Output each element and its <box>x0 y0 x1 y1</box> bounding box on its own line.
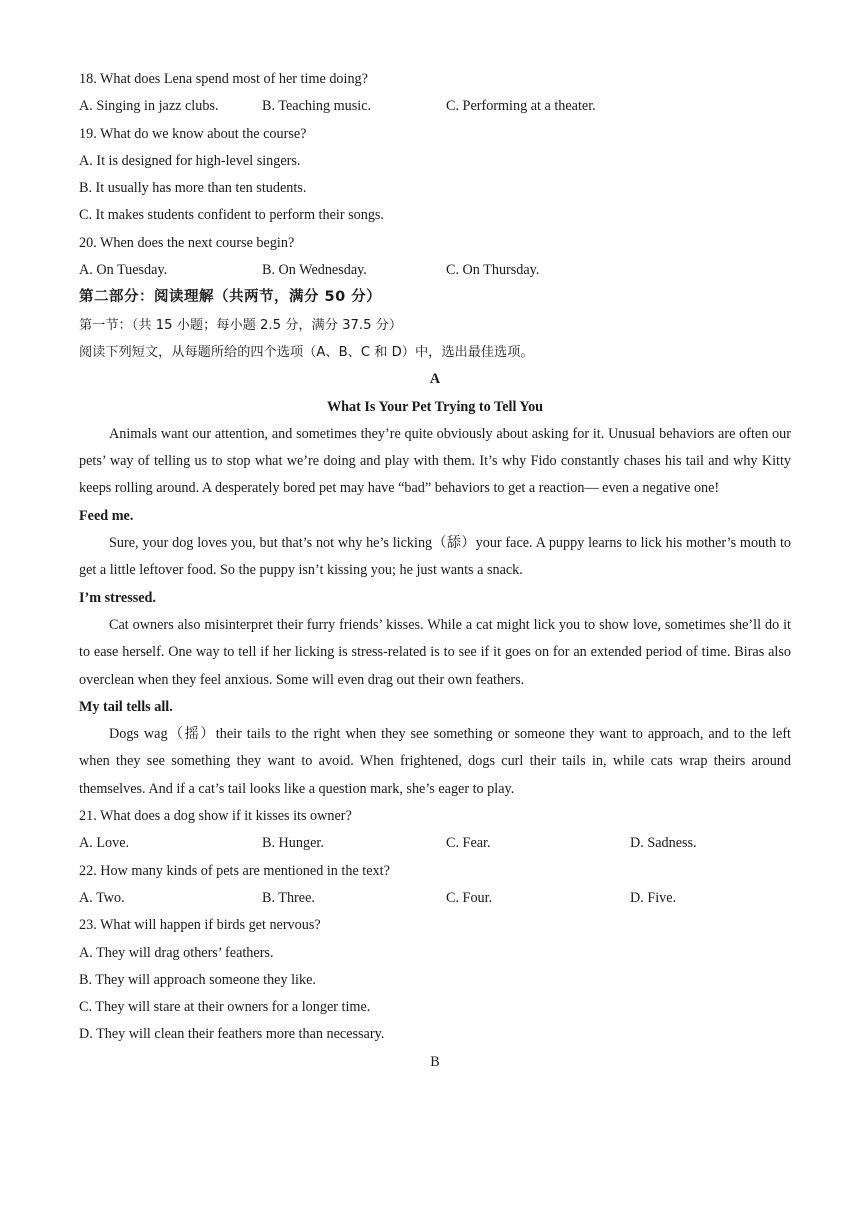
option-22-c: C. Four. <box>446 889 493 906</box>
option-22-a: A. Two. <box>79 889 125 906</box>
question-18: 18. What does Lena spend most of her time doing? <box>79 71 368 87</box>
option-19-a: A. It is designed for high-level singers. <box>79 152 301 169</box>
option-23-c: C. They will stare at their owners for a longer time. <box>79 999 371 1016</box>
passage-a-para2: Cat owners also misinterpret their furry friends’ kisses. While a cat might lick you to show love, sometimes she’ll do it to ease herself. One way to tell if her licking is stress-related is to see if it goes on for an extended period of time. Biras also overclean when they feel anxious. Some will even drag out their own feathers. <box>79 616 791 688</box>
subheading-feed-me: Feed me. <box>79 507 134 524</box>
option-20-a: A. On Tuesday. <box>79 262 168 279</box>
passage-b-letter: B <box>430 1053 440 1070</box>
option-20-c: C. On Thursday. <box>446 262 540 279</box>
option-21-a: A. Love. <box>79 835 130 852</box>
passage-a-letter: A <box>429 371 441 388</box>
question-23: 23. What will happen if birds get nervous? <box>79 917 321 934</box>
subheading-stressed: I’m stressed. <box>79 589 156 606</box>
option-19-c: C. It makes students confident to perform their songs. <box>79 207 384 224</box>
passage-a-intro: Animals want our attention, and sometimes they’re quite obviously about asking for it. Unusual behaviors are often our pets’ way of telling us to stop what we’re doing and play with them. It’s why Fido constantly chases his tail and why Kitty keeps rolling around. A desperately bored pet may have “bad” behaviors to get a reaction— even a negative one! <box>79 425 791 497</box>
question-22-options <box>79 885 791 912</box>
option-23-b: B. They will approach someone they like. <box>79 971 316 988</box>
option-21-b: B. Hunger. <box>262 835 324 852</box>
reading-instruction: 阅读下列短文，从每题所给的四个选项（A、B、C 和 D）中，选出最佳选项。 <box>79 344 534 360</box>
passage-a-title: What Is Your Pet Trying to Tell You <box>326 398 544 415</box>
question-22: 22. How many kinds of pets are mentioned in the text? <box>79 862 390 879</box>
option-18-a: A. Singing in jazz clubs. <box>79 98 219 115</box>
question-18-options <box>79 93 791 120</box>
question-21: 21. What does a dog show if it kisses its owner? <box>79 808 352 825</box>
exam-page <box>79 66 791 1076</box>
option-19-b: B. It usually has more than ten students. <box>79 180 307 197</box>
question-19: 19. What do we know about the course? <box>79 125 307 142</box>
question-20-options <box>79 257 791 284</box>
subheading-tail: My tail tells all. <box>79 698 173 715</box>
question-21-options <box>79 830 791 857</box>
section1-heading: 第一节：（共 15 小题；每小题 2.5 分，满分 37.5 分） <box>79 317 403 333</box>
option-22-b: B. Three. <box>262 889 315 906</box>
option-23-a: A. They will drag others’ feathers. <box>79 944 274 961</box>
option-21-d: D. Sadness. <box>630 835 697 852</box>
question-20: 20. When does the next course begin? <box>79 234 295 251</box>
option-23-d: D. They will clean their feathers more than necessary. <box>79 1026 385 1043</box>
option-21-c: C. Fear. <box>446 835 491 852</box>
option-18-c: C. Performing at a theater. <box>446 98 596 115</box>
option-18-b: B. Teaching music. <box>262 98 372 115</box>
passage-a-para1: Sure, your dog loves you, but that’s not why he’s licking（舔）your face. A puppy learns to lick his mother’s mouth to get a little leftover food. So the puppy isn’t kissing you; he just wants a snack. <box>79 535 791 579</box>
part2-heading: 第二部分：阅读理解（共两节，满分 50 分） <box>79 289 382 306</box>
option-20-b: B. On Wednesday. <box>262 262 367 279</box>
passage-a-para3: Dogs wag（摇）their tails to the right when they see something or someone they want to approach, and to the left when they see something they want to avoid. When frightened, dogs curl their tails in, while cats wrap theirs around themselves. And if a cat’s tail looks like a question mark, she’s eager to play. <box>79 726 791 797</box>
option-22-d: D. Five. <box>630 889 677 906</box>
